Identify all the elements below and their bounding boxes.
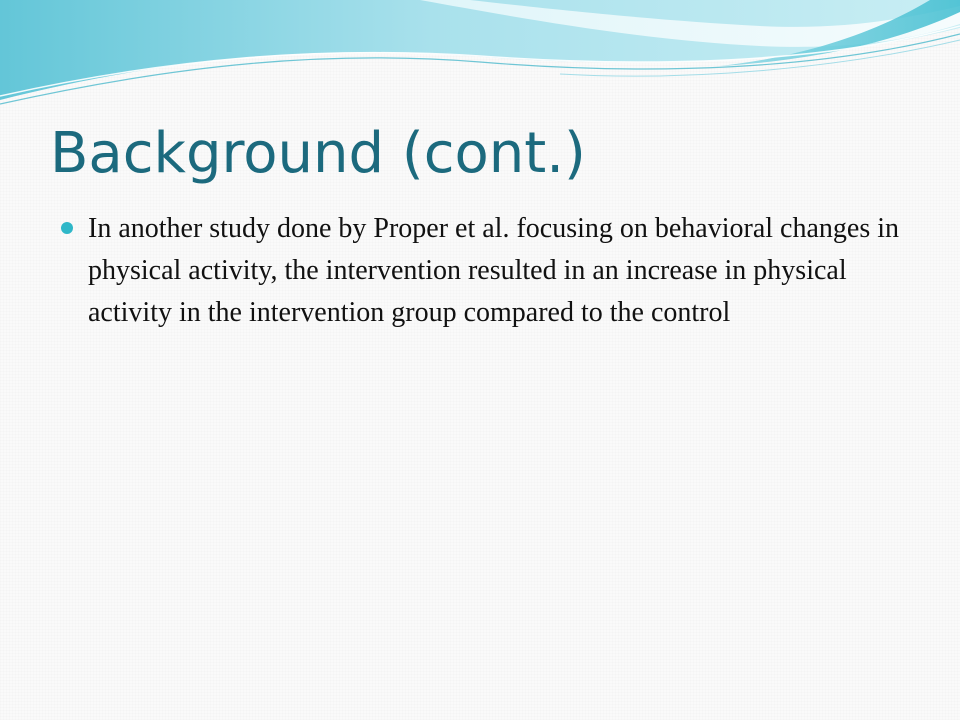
filled-circle-bullet-icon <box>61 222 73 234</box>
wave-header-decoration <box>0 0 960 120</box>
slide-title: Background (cont.) <box>50 121 586 186</box>
bullet-text: In another study done by Proper et al. focusing on behavioral changes in physical activity, the intervention resulted in an increase in physical activity in the intervention group compared to the control <box>88 213 900 328</box>
slide-content <box>60 208 920 334</box>
bullet-item <box>60 208 920 334</box>
